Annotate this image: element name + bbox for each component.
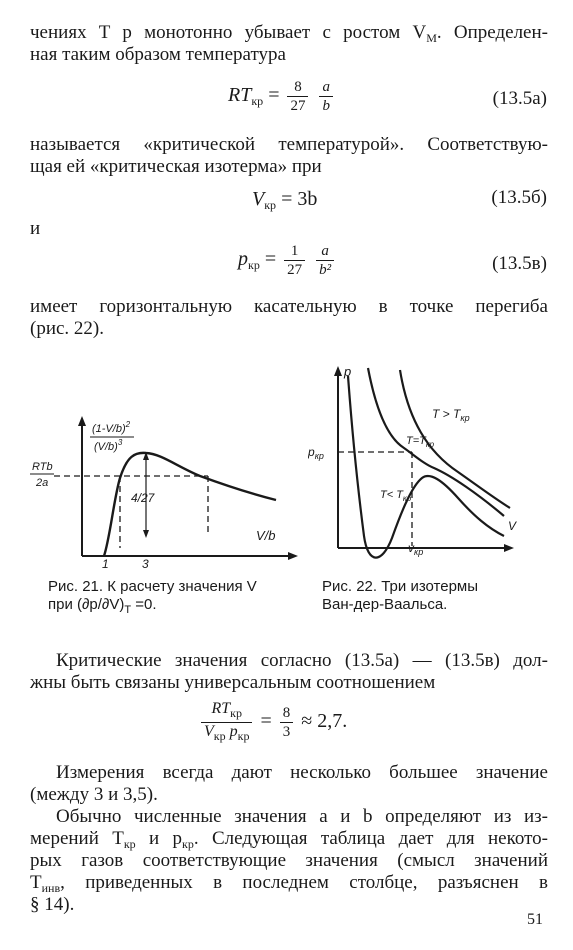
para4-line2: жны быть связаны универсальным соотношением [30, 672, 436, 693]
fig21-annot: 4/27 [131, 491, 155, 505]
para5-line2: (между 3 и 3,5). [30, 784, 158, 805]
fig22-label-critical: $T=T_{кр}$ [406, 435, 435, 449]
para3-line2: (рис. 22). [30, 318, 105, 339]
fig22-vkr: $v_{кр}$ [408, 541, 424, 557]
fig21-level-den: 2a [36, 477, 49, 489]
equation-number-13-5v: (13.5в) [492, 253, 547, 274]
fig22-x-arrow [504, 544, 514, 552]
fig22-label-low: $T< T_{кр}$ [380, 489, 412, 503]
para6-line4: $T_{инв}$, приведенных в последнем столбце, разъяснен в [30, 872, 548, 895]
equation-number-13-5b: (13.5б) [491, 187, 547, 208]
para6-line5: § 14). [30, 894, 75, 915]
fig21-caption: Рис. 21. К расчету значения V при $(\partial p/\partial V)_T =0$. [48, 578, 257, 616]
para1-line1: чениях T p монотонно убывает с ростом $V_M$. Определен- [30, 22, 548, 45]
fig21-level-num: RTb [32, 461, 53, 473]
para6-line1: Обычно численные значения a и b определяют из из- [56, 806, 548, 827]
equation-13-5a: $RT_{кр}$ = $\frac{8}{27}$ $\frac{a}{b}$ [228, 78, 336, 115]
equation-13-5v: $p_{кр}$ = $\frac{1}{27}$ $\frac{a}{\text{b²}}$ [238, 242, 337, 279]
equation-universal-ratio: $\frac{RT_{кр}}{V_{кр} p_{кр}}$ = $\frac{8}{3}$ ≈ 2,7. [198, 700, 347, 745]
figure-22 [308, 360, 528, 572]
fig22-isotherm-low [348, 376, 504, 558]
para6-line2: мерений $T_{кр}$ и $p_{кр}$. Следующая таблица дает для некото- [30, 828, 548, 851]
fig21-ylabel-num: $(1-V/b)^2$ [92, 420, 131, 435]
fig21-annot-arrowhead-down [143, 530, 149, 538]
equation-13-5b: $V_{кр} = 3b$ [252, 188, 318, 212]
para6-line3: рых газов соответствующие значения (смысл значений [30, 850, 548, 871]
fig21-ylabel-den: $(V/b)^3$ [94, 438, 123, 453]
para1-line2: ная таким образом температура [30, 44, 286, 65]
fig21-curve [104, 453, 276, 556]
fig21-tick-1: 1 [102, 557, 109, 568]
fig22-ylabel: p [344, 364, 352, 379]
fig22-y-arrow [334, 366, 342, 376]
fig21-xlabel: V/b [256, 528, 276, 543]
para2-line1: называется «критической температурой». Соответствую- [30, 134, 548, 155]
fig22-pkr: $p_{кр}$ [308, 445, 324, 461]
fig22-label-high: $T > T_{кр}$ [432, 407, 470, 423]
para5-line1: Измерения всегда дают несколько большее значение [56, 762, 548, 783]
para3-line1: имеет горизонтальную касательную в точке перегиба [30, 296, 548, 317]
fig21-y-arrow [78, 416, 86, 426]
equation-number-13-5a: (13.5а) [492, 88, 547, 109]
page-number: 51 [527, 911, 543, 928]
fig21-x-arrow [288, 552, 298, 560]
conjunction: и [30, 218, 41, 239]
fig22-caption: Рис. 22. Три изотермы Ван-дер-Ваальса. [322, 578, 479, 613]
fig22-xlabel: V [508, 519, 517, 533]
para2-line2: щая ей «критическая изотерма» при [30, 156, 322, 177]
figure-21 [30, 408, 300, 568]
para4-line1: Критические значения согласно (13.5а) — (13.5в) дол- [56, 650, 548, 671]
fig21-tick-3: 3 [142, 557, 149, 568]
